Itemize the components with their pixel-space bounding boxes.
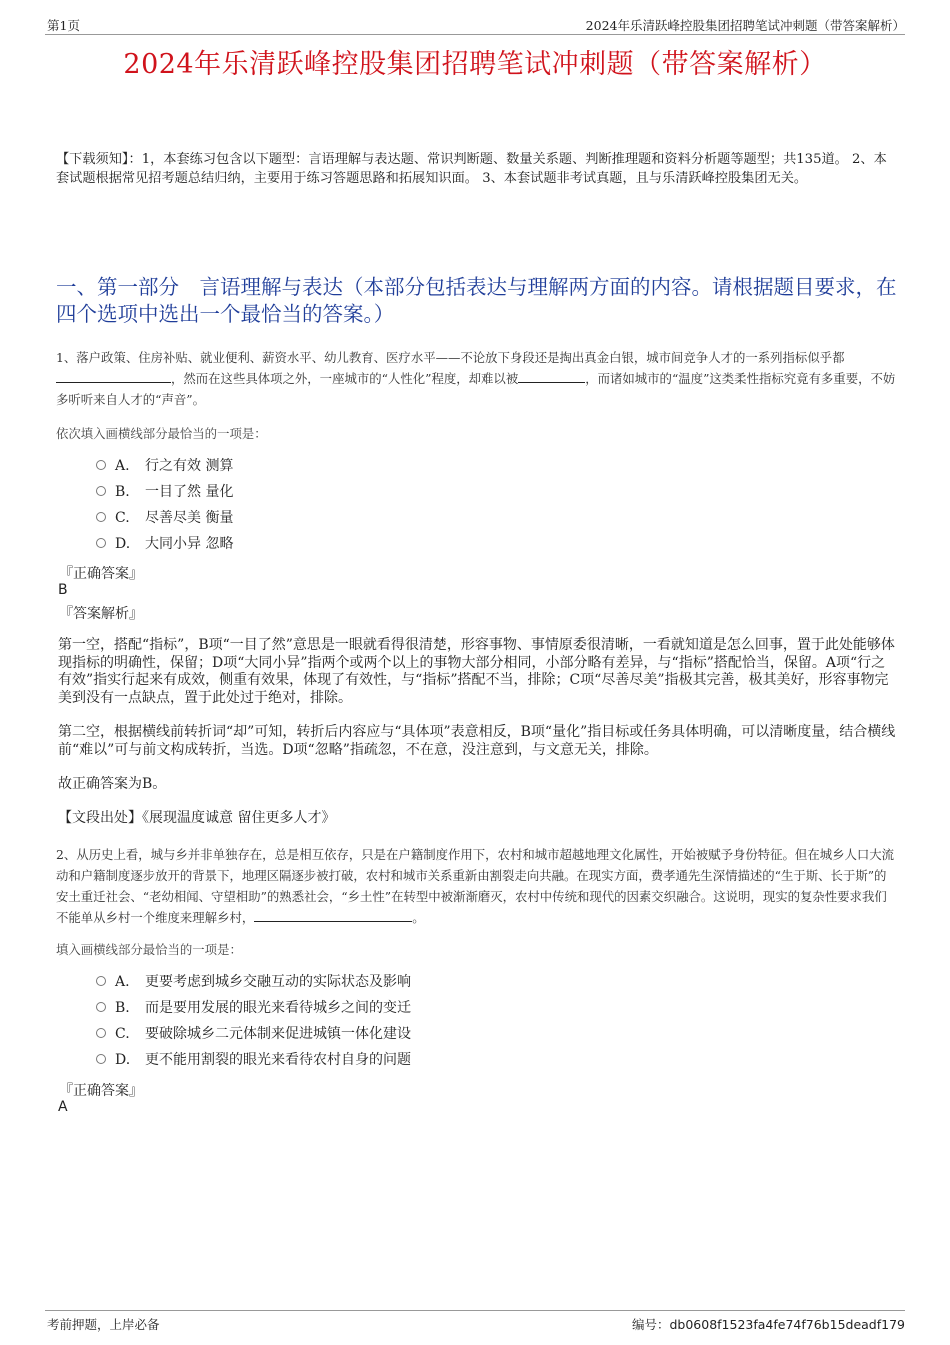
q1-option-d[interactable]: D. 大同小异 忽略: [96, 534, 233, 554]
q1-option-a[interactable]: A. 行之有效 测算: [96, 456, 233, 476]
q1-option-c[interactable]: C. 尽善尽美 衡量: [96, 508, 233, 528]
section-heading: 一、第一部分 言语理解与表达（本部分包括表达与理解两方面的内容。请根据题目要求，在四个选项中选出一个最恰当的答案。）: [56, 275, 897, 326]
answer-blank: [254, 909, 412, 922]
header-doc-title: 2024年乐清跃峰控股集团招聘笔试冲刺题（带答案解析）: [585, 18, 905, 33]
q2-option-d[interactable]: D. 更不能用割裂的眼光来看待农村自身的问题: [96, 1050, 411, 1070]
q2-answer-label: 『正确答案』: [59, 1083, 143, 1099]
radio-icon[interactable]: [96, 512, 106, 522]
radio-icon[interactable]: [96, 538, 106, 548]
q2-answer: A: [58, 1099, 68, 1115]
q1-conclusion: 故正确答案为B。: [58, 776, 167, 792]
radio-icon[interactable]: [96, 1054, 106, 1064]
q1-answer: B: [58, 582, 68, 598]
radio-icon[interactable]: [96, 976, 106, 986]
q2-option-a[interactable]: A. 更要考虑到城乡交融互动的实际状态及影响: [96, 972, 411, 992]
q1-source: 【文段出处】《展现温度诚意 留住更多人才》: [58, 810, 336, 826]
page-footer: [45, 1310, 905, 1335]
q1-answer-label: 『正确答案』: [59, 566, 143, 582]
q2-option-c[interactable]: C. 要破除城乡二元体制来促进城镇一体化建设: [96, 1024, 411, 1044]
answer-blank: [56, 370, 171, 383]
answer-blank: [518, 370, 585, 383]
download-notice: 【下载须知】：1，本套练习包含以下题型：言语理解与表达题、常识判断题、数量关系题、判断推理题和资料分析题等题型；共135道。 2、本套试题根据常见招考题总结归纳，主要用于练习答题思路和拓展知识面。 3、本套试题非考试真题，且与乐清跃峰控股集团无关。: [56, 152, 887, 186]
radio-icon[interactable]: [96, 460, 106, 470]
radio-icon[interactable]: [96, 1028, 106, 1038]
radio-icon[interactable]: [96, 486, 106, 496]
q1-analysis-label: 『答案解析』: [59, 606, 143, 622]
question-1-prompt: 依次填入画横线部分最恰当的一项是：: [56, 426, 267, 441]
q1-analysis-paragraph: 第二空，根据横线前转折词“却”可知，转折后内容应与“具体项”表意相反，B项“量化”指目标或任务具体明确，可以清晰度量，结合横线前“难以”可与前文构成转折，当选。D项“忽略”指疏忽，不在意，没注意到，与文意无关，排除。: [58, 724, 896, 758]
question-2-text: 2、从历史上看，城与乡并非单独存在，总是相互依存，只是在户籍制度作用下，农村和城市超越地理文化属性，开始被赋予身份特征。但在城乡人口大流动和户籍制度逐步放开的背景下，地理区隔逐步被打破，农村和城市关系重新由割裂走向共融。在现实方面，费孝通先生深情描述的“生于斯、长于斯”的安土重迁社会、“老幼相闻、守望相助”的熟悉社会，“乡土性”在转型中被渐渐磨灭，农村中传统和现代的因素交织融合。这说明，现实的复杂性要求我们不能单从乡村一个维度来理解乡村， 。: [56, 847, 895, 925]
radio-icon[interactable]: [96, 1002, 106, 1012]
question-1-text: 1、落户政策、住房补贴、就业便利、薪资水平、幼儿教育、医疗水平——不论放下身段还是掏出真金白银，城市间竞争人才的一系列指标似乎都，然而在这些具体项之外，一座城市的“人性化”程度，却难以被 ，而诸如城市的“温度”这类柔性指标究竟有多重要，不妨多听听来自人才的“声音”。: [56, 350, 896, 407]
question-2-prompt: 填入画横线部分最恰当的一项是：: [56, 942, 242, 957]
page-title: 2024年乐清跃峰控股集团招聘笔试冲刺题（带答案解析）: [123, 49, 827, 80]
q1-option-b[interactable]: B. 一目了然 量化: [96, 482, 233, 502]
footer-slogan: 考前押题，上岸必备: [47, 1317, 160, 1332]
page-number: 第1页: [47, 18, 80, 33]
page-header: [45, 14, 905, 35]
document-code: 编号：db0608f1523fa4fe74f76b15deadf179: [631, 1317, 905, 1332]
q1-analysis-paragraph: 第一空，搭配“指标”，B项“一目了然”意思是一眼就看得很清楚，形容事物、事情原委很清晰，一看就知道是怎么回事，置于此处能够体现指标的明确性，保留；D项“大同小异”指两个或两个以上的事物大部分相同，小部分略有差异，与“指标”搭配恰当，保留。A项“行之有效”指实行起来有成效，侧重有效果，体现了有效性，与“指标”搭配不当，排除；C项“尽善尽美”指极其完善，极其美好，形容事物完美到没有一点缺点，置于此处过于绝对，排除。: [58, 637, 895, 706]
q2-option-b[interactable]: B. 而是要用发展的眼光来看待城乡之间的变迁: [96, 998, 411, 1018]
